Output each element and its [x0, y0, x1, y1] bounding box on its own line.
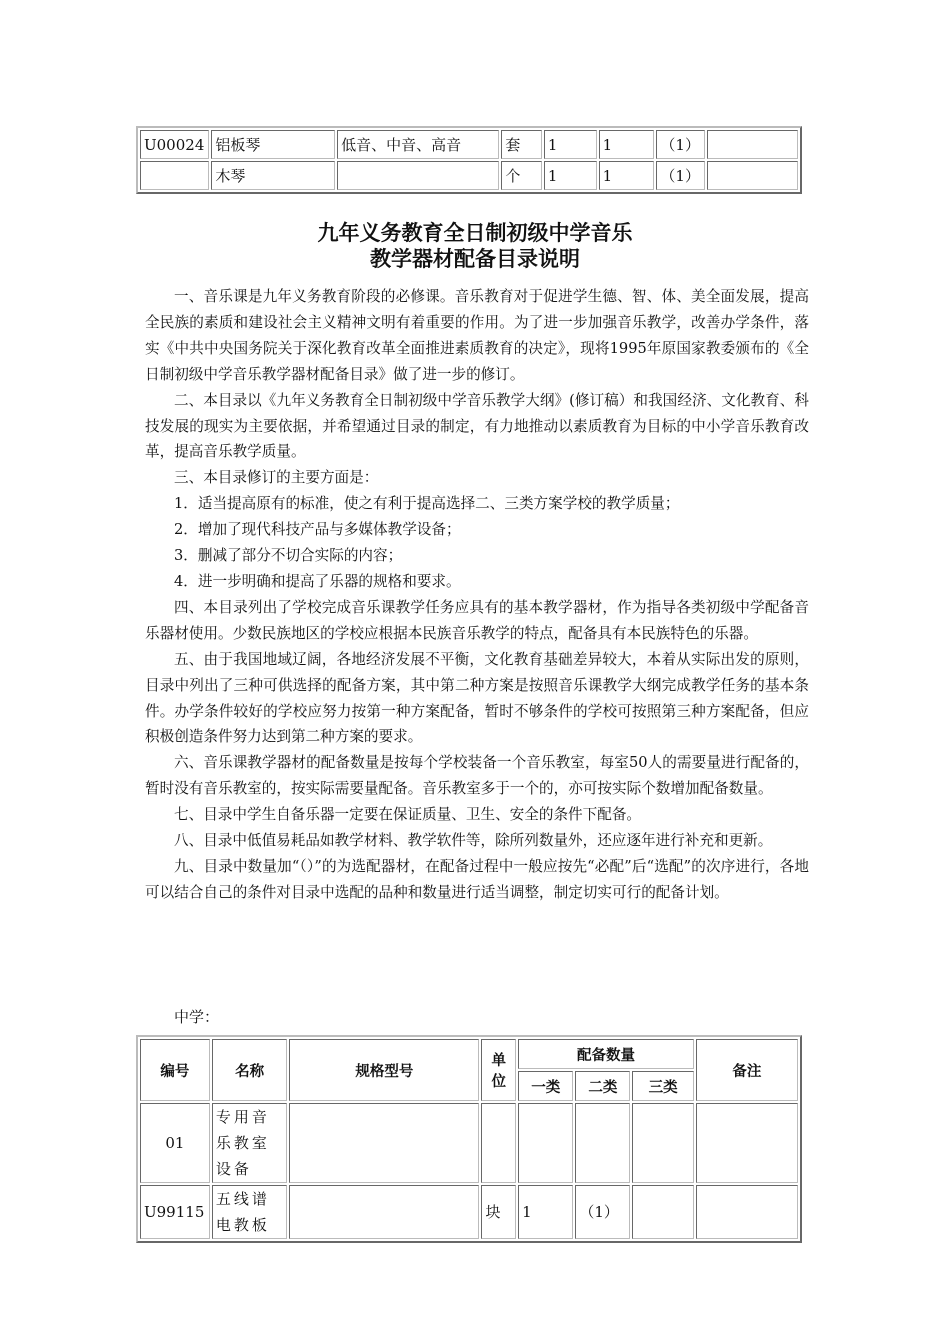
table-header-row — [140, 1039, 798, 1069]
school-level-label: 中学： — [174, 1008, 220, 1026]
cell-unit: 套 — [501, 130, 542, 159]
cell-spec — [337, 161, 499, 190]
document-title-line1: 九年义务教育全日制初级中学音乐 — [317, 221, 633, 245]
header-unit: 单位 — [481, 1039, 516, 1101]
cell-class2 — [575, 1103, 630, 1183]
cell-code: U99115 — [140, 1185, 210, 1239]
table-row — [140, 1185, 798, 1239]
paragraph: 一、音乐课是九年义务教育阶段的必修课。音乐教育对于促进学生德、智、体、美全面发展，提高全民族的素质和建设社会主义精神文明有着重要的作用。为了进一步加强音乐教学，改善办学条件，落实《中共中央国务院关于深化教育改革全面推进素质教育的决定》，现将1995年原国家教委颁布的《全日制初级中学音乐教学器材配备目录》做了进一步的修订。 — [145, 288, 809, 383]
cell-note — [707, 161, 798, 190]
cell-class2: 1 — [599, 161, 655, 190]
table-row — [140, 1103, 798, 1183]
cell-note — [707, 130, 798, 159]
cell-spec: 低音、中音、高音 — [337, 130, 499, 159]
document-title-line2: 教学器材配备目录说明 — [370, 247, 580, 271]
cell-class3 — [632, 1103, 693, 1183]
paragraph: 4．进一步明确和提高了乐器的规格和要求。 — [174, 572, 461, 590]
cell-spec — [289, 1103, 479, 1183]
cell-class1 — [518, 1103, 573, 1183]
paragraph: 1．适当提高原有的标准，使之有利于提高选择二、三类方案学校的教学质量； — [174, 495, 680, 513]
paragraph: 五、由于我国地域辽阔，各地经济发展不平衡，文化教育基础差异较大，本着从实际出发的原则，目录中列出了三种可供选择的配备方案，其中第二种方案是按照音乐课教学大纲完成教学任务的基本条件。办学条件较好的学校应努力按第一种方案配备，暂时不够条件的学校可按照第三种方案配备，但应积极创造条件努力达到第二种方案的要求。 — [145, 650, 809, 746]
document-body — [145, 284, 809, 906]
header-name: 名称 — [212, 1039, 288, 1101]
cell-name: 专用音乐教室设备 — [212, 1103, 288, 1183]
cell-class3: （1） — [656, 161, 704, 190]
cell-class1: 1 — [544, 130, 597, 159]
header-code: 编号 — [140, 1039, 210, 1101]
cell-note — [696, 1103, 798, 1183]
paragraph: 四、本目录列出了学校完成音乐课教学任务应具有的基本教学器材，作为指导各类初级中学配备音乐器材使用。少数民族地区的学校应根据本民族音乐教学的特点，配备具有本民族特色的乐器。 — [145, 598, 809, 642]
cell-code: 01 — [140, 1103, 210, 1183]
header-quantity: 配备数量 — [518, 1039, 694, 1069]
cell-class2: 1 — [599, 130, 655, 159]
equipment-table — [136, 1035, 802, 1243]
cell-code — [140, 161, 209, 190]
cell-class1: 1 — [518, 1185, 573, 1239]
cell-name: 木琴 — [211, 161, 335, 190]
cell-note — [696, 1185, 798, 1239]
table-row — [140, 161, 798, 190]
paragraph: 六、音乐课教学器材的配备数量是按每个学校装备一个音乐教室，每室50人的需要量进行配备的，暂时没有音乐教室的，按实际需要量配备。音乐教室多于一个的，亦可按实际个数增加配备数量。 — [145, 754, 809, 798]
cell-class3: （1） — [656, 130, 704, 159]
header-class2: 二类 — [575, 1071, 630, 1101]
paragraph: 七、目录中学生自备乐器一定要在保证质量、卫生、安全的条件下配备。 — [174, 806, 642, 824]
cell-spec — [289, 1185, 479, 1239]
paragraph: 二、本目录以《九年义务教育全日制初级中学音乐教学大纲》(修订稿）和我国经济、文化教育、科技发展的现实为主要依据，并希望通过目录的制定，有力地推动以素质教育为目标的中小学音乐教育改革，提高音乐教学质量。 — [145, 391, 809, 461]
header-class1: 一类 — [518, 1071, 573, 1101]
cell-class2: （1） — [575, 1185, 630, 1239]
cell-unit: 块 — [481, 1185, 516, 1239]
paragraph: 2．增加了现代科技产品与多媒体教学设备； — [174, 521, 461, 539]
header-spec: 规格型号 — [289, 1039, 479, 1101]
cell-class3 — [632, 1185, 693, 1239]
paragraph: 八、目录中低值易耗品如教学材料、教学软件等，除所列数量外，还应逐年进行补充和更新。 — [174, 832, 773, 850]
cell-class1: 1 — [544, 161, 597, 190]
paragraph: 三、本目录修订的主要方面是： — [174, 469, 379, 487]
cell-unit: 个 — [501, 161, 542, 190]
cell-name: 铝板琴 — [211, 130, 335, 159]
equipment-table-continued — [136, 126, 802, 194]
cell-name: 五线谱电教板 — [212, 1185, 288, 1239]
paragraph: 3．删减了部分不切合实际的内容； — [174, 547, 403, 565]
cell-code: U00024 — [140, 130, 209, 159]
table-row — [140, 130, 798, 159]
header-note: 备注 — [696, 1039, 798, 1101]
header-class3: 三类 — [632, 1071, 693, 1101]
paragraph: 九、目录中数量加“（）”的为选配器材，在配备过程中一般应按先“必配”后“选配”的次序进行，各地可以结合自己的条件对目录中选配的品种和数量进行适当调整，制定切实可行的配备计划。 — [145, 857, 809, 901]
cell-unit — [481, 1103, 516, 1183]
